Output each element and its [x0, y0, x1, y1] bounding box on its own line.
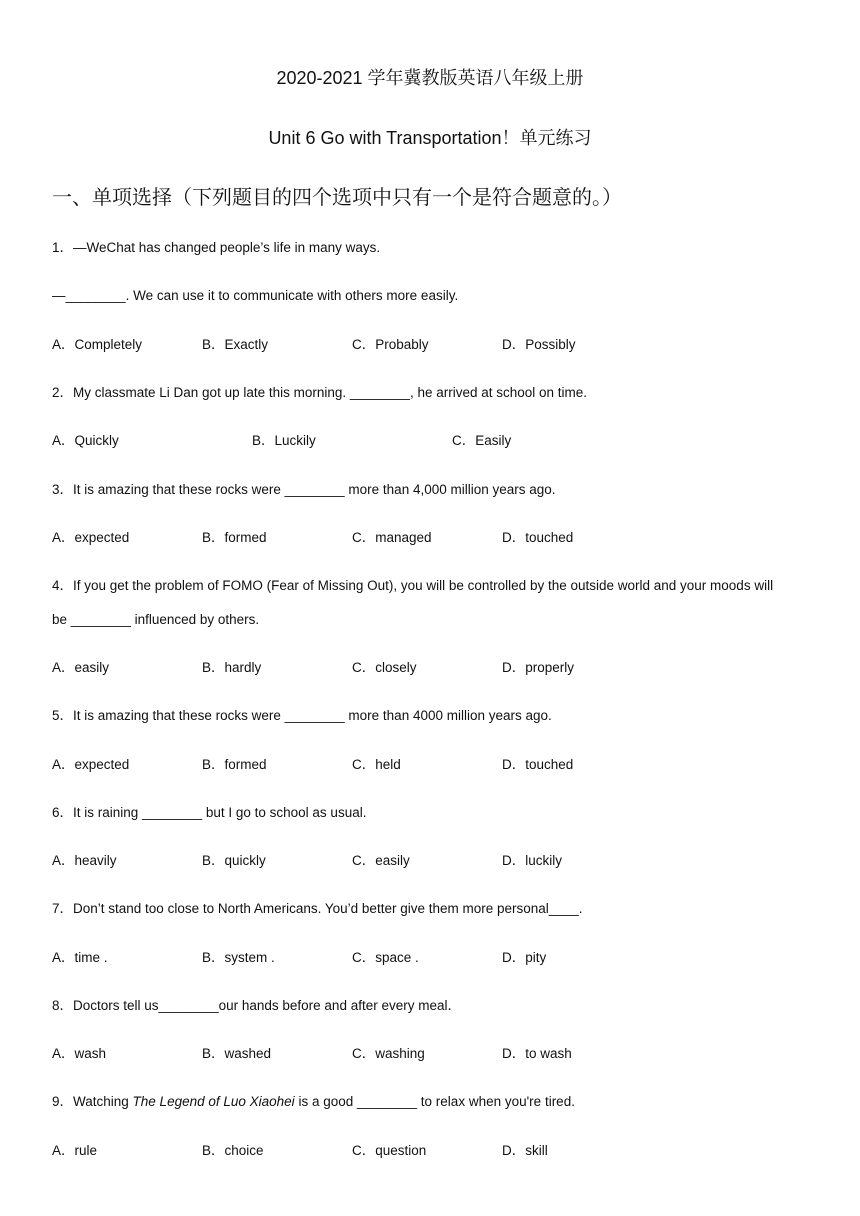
question-9-stem-end: is a good ________ to relax when you're tired.: [294, 1094, 575, 1109]
question-2-option-a: A．Quickly: [52, 433, 119, 448]
question-4-option-a: A．easily: [52, 660, 110, 675]
question-9-option-d: D．skill: [502, 1143, 548, 1158]
question-7-option-d: D．pity: [502, 950, 547, 965]
question-1-option-d: D．Possibly: [502, 337, 576, 352]
question-1-stem: 1．—WeChat has changed people’s life in many ways.: [52, 240, 381, 255]
question-1-stem-continued: —________. We can use it to communicate with others more easily.: [52, 288, 459, 303]
question-7-option-c: C．space .: [352, 950, 419, 965]
question-8-option-b: B．washed: [202, 1046, 272, 1061]
question-3-option-a: A．expected: [52, 530, 130, 545]
question-9-stem: [52, 1094, 575, 1110]
document-title: 2020-2021 学年冀教版英语八年级上册: [276, 68, 584, 88]
question-4-option-c: C．closely: [352, 660, 417, 675]
question-7-option-b: B．system .: [202, 950, 275, 965]
question-1-option-a: A．Completely: [52, 337, 143, 352]
question-6-stem: 6．It is raining ________ but I go to school as usual.: [52, 805, 367, 820]
question-7-stem: 7．Don’t stand too close to North Americans. You’d better give them more personal____.: [52, 901, 583, 916]
question-6-option-d: D．luckily: [502, 853, 563, 868]
question-3-stem: 3．It is amazing that these rocks were ________ more than 4,000 million years ago.: [52, 482, 556, 497]
question-2-option-b: B．Luckily: [252, 433, 316, 448]
question-9-option-c: C．question: [352, 1143, 427, 1158]
question-9-option-b: B．choice: [202, 1143, 264, 1158]
section-heading: 一、单项选择（下列题目的四个选项中只有一个是符合题意的。）: [52, 187, 622, 209]
question-5-option-b: B．formed: [202, 757, 267, 772]
question-9-option-a: A．rule: [52, 1143, 98, 1158]
question-6-option-a: A．heavily: [52, 853, 117, 868]
question-7-option-a: A．time .: [52, 950, 108, 965]
question-4-stem-continued: be ________ influenced by others.: [52, 612, 260, 627]
question-1-option-b: B．Exactly: [202, 337, 269, 352]
question-3-option-b: B．formed: [202, 530, 267, 545]
question-6-option-b: B．quickly: [202, 853, 266, 868]
question-8-stem: 8．Doctors tell us________our hands before and after every meal．: [52, 998, 461, 1013]
question-3-option-d: D．touched: [502, 530, 574, 545]
question-8-option-d: D．to wash: [502, 1046, 572, 1061]
question-4-stem: 4．If you get the problem of FOMO (Fear of Missing Out), you will be controlled by the outside world and your moods will: [52, 578, 774, 593]
question-1-option-c: C．Probably: [352, 337, 429, 352]
question-8-option-a: A．wash: [52, 1046, 107, 1061]
document-subtitle: Unit 6 Go with Transportation！单元练习: [268, 128, 592, 148]
question-2-option-c: C．Easily: [452, 433, 512, 448]
question-5-stem: 5．It is amazing that these rocks were ________ more than 4000 million years ago.: [52, 708, 552, 723]
question-5-option-d: D．touched: [502, 757, 574, 772]
question-4-option-d: D．properly: [502, 660, 575, 675]
question-5-option-c: C．held: [352, 757, 401, 772]
question-5-option-a: A．expected: [52, 757, 130, 772]
question-4-option-b: B．hardly: [202, 660, 262, 675]
question-9-stem-start: 9．Watching: [52, 1094, 133, 1109]
question-2-stem: 2．My classmate Li Dan got up late this morning. ________, he arrived at school on time.: [52, 385, 588, 400]
question-3-option-c: C．managed: [352, 530, 432, 545]
question-9-stem-title: The Legend of Luo Xiaohei: [132, 1094, 295, 1109]
question-6-option-c: C．easily: [352, 853, 410, 868]
question-8-option-c: C．washing: [352, 1046, 425, 1061]
